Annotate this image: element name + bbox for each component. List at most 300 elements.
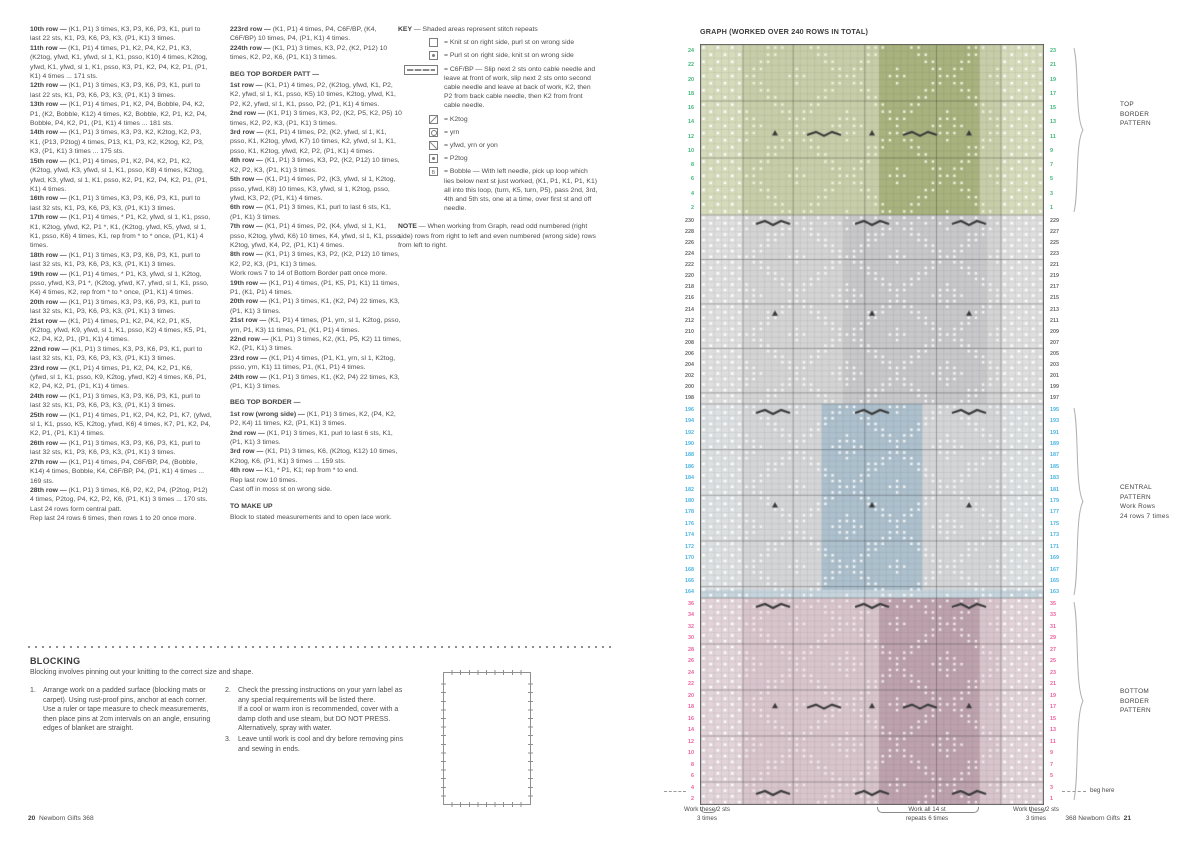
- row-number-right: 199: [1050, 384, 1059, 391]
- key-symbol-row: [398, 51, 598, 60]
- row-number-left: 204: [685, 362, 694, 369]
- step-paragraph: Leave until work is cool and dry before removing pins and sewing in ends.: [238, 735, 403, 753]
- row-number-right: 19: [1050, 76, 1056, 83]
- row-number-left: 20: [688, 692, 694, 699]
- row-number-left: 170: [685, 555, 694, 562]
- dot-stitch-icon: [429, 51, 438, 60]
- row-number-left: 32: [688, 623, 694, 630]
- circle-stitch-icon: [429, 128, 438, 137]
- row-number-left: 22: [688, 681, 694, 688]
- row-number-right: 211: [1050, 317, 1059, 324]
- step-text: [43, 686, 220, 734]
- pattern-paragraph: 5th row — (K1, P1) 4 times, P2, (K3, yfwd, sl 1, K2tog, psso, yfwd, K8) 10 times, K3, yfwd, sl 1, K2tog, psso, yfwd, K3, P2, (P1, K1) 4 times.: [230, 176, 396, 202]
- pattern-paragraph: 4th row — K1, * P1, K1; rep from * to end.: [230, 467, 359, 475]
- key-heading-label: KEY: [398, 26, 412, 33]
- row-label: 24th row —: [30, 392, 69, 400]
- left-row1-dash: [664, 791, 686, 792]
- row-number-right: 23: [1050, 669, 1056, 676]
- row-number-right: 11: [1050, 738, 1056, 745]
- step-number: 1.: [30, 687, 36, 694]
- row-number-left: 26: [688, 658, 694, 665]
- row-number-right: 229: [1050, 217, 1059, 224]
- row-number-left: 4: [691, 190, 694, 197]
- row-number-left: 216: [685, 295, 694, 302]
- row-number-left: 172: [685, 543, 694, 550]
- section-label-line: CENTRAL: [1120, 484, 1152, 491]
- row-number-right: 205: [1050, 351, 1059, 357]
- graph-title: GRAPH (WORKED OVER 240 ROWS IN TOTAL): [700, 27, 869, 36]
- row-number-left: 12: [688, 133, 694, 140]
- row-number-left: 28: [688, 646, 694, 653]
- row-number-right: 171: [1050, 543, 1059, 550]
- row-label: 12th row —: [30, 82, 69, 90]
- key-column: [398, 25, 598, 250]
- pattern-paragraph: 7th row — (K1, P1) 4 times, P2, (K4, yfwd, sl 1, K1, psso, K2tog, yfwd, K6) 10 times, K4, yfwd, sl 1, K1, psso, K2tog, yfwd, K4, P2, (P1, K1) 4 times.: [230, 223, 402, 249]
- repeat-label-line: 3 times: [1026, 814, 1046, 822]
- row-number-right: 3: [1050, 784, 1053, 791]
- section-label-line: PATTERN: [1120, 120, 1151, 128]
- row-number-left: 192: [685, 429, 694, 436]
- row-number-right: 219: [1050, 273, 1059, 280]
- section-label: [1120, 100, 1151, 129]
- section-bracket: [1072, 408, 1086, 595]
- cable-stitch-icon: [404, 65, 438, 75]
- section-heading: BEG TOP BORDER PATT —: [230, 70, 319, 78]
- row-number-left: 2: [691, 204, 694, 211]
- blocking-pin-diagram: [443, 672, 531, 805]
- row-number-right: 183: [1050, 475, 1059, 482]
- row-number-left: 218: [685, 284, 694, 291]
- row-label: 19th row —: [230, 279, 269, 287]
- row-number-left: 194: [685, 418, 694, 425]
- pattern-paragraph: 25th row — (K1, P1) 4 times, P1, K2, P4, K2, P1, K7, (yfwd, sl 1, K1, psso, K5, K2tog, yfwd, K6) 4 times, K7, P1, K2, P4, K2, P1, (P1, K1) 4 times.: [30, 411, 212, 438]
- row-number-right: 23: [1050, 48, 1056, 55]
- row-number-left: 10: [688, 147, 694, 154]
- row-label: 27th row —: [30, 458, 69, 466]
- row-label: 223rd row —: [230, 26, 273, 33]
- row-number-right: 3: [1050, 190, 1053, 197]
- row-number-left: 196: [685, 406, 694, 413]
- row-label: 5th row —: [230, 176, 265, 184]
- row-number-right: 193: [1050, 418, 1059, 425]
- repeat-label: [668, 806, 746, 823]
- pattern-paragraph: 4th row — (K1, P1) 3 times, K3, P2, (K2, P12) 10 times, K2, P2, K3, (P1, K1) 3 times.: [230, 157, 400, 174]
- pattern-paragraph: Rep last 24 rows 6 times, then rows 1 to 20 once more.: [30, 515, 197, 523]
- row-number-right: 1: [1050, 204, 1053, 211]
- row-number-left: 224: [685, 250, 694, 257]
- key-symbol-row: [398, 154, 598, 163]
- blocking-intro: Blocking involves pinning out your knitting to the correct size and shape.: [30, 669, 254, 676]
- row-number-left: 16: [688, 715, 694, 722]
- row-number-left: 34: [688, 612, 694, 619]
- row-label: 22nd row —: [30, 345, 71, 353]
- row-number-left: 12: [688, 738, 694, 745]
- row-number-right: 221: [1050, 262, 1059, 268]
- row-number-left: 14: [688, 727, 694, 734]
- row-number-right: 165: [1050, 577, 1059, 584]
- section-label-line: PATTERN: [1120, 707, 1151, 715]
- row-label: 21st row —: [30, 317, 69, 325]
- row-number-right: 1: [1050, 796, 1053, 803]
- row-number-left: 220: [685, 273, 694, 280]
- repeat-label: [877, 806, 977, 823]
- row-label: 4th row —: [230, 157, 265, 165]
- row-number-right: 163: [1050, 589, 1059, 596]
- blocking-step: [225, 735, 415, 754]
- beg-here-dash: [1062, 791, 1086, 792]
- row-number-left: 2: [691, 796, 694, 803]
- row-label: 21st row —: [230, 317, 269, 325]
- row-number-right: 7: [1050, 162, 1053, 169]
- row-number-right: 11: [1050, 133, 1056, 140]
- left-footer-title: Newborn Gifts 368: [39, 815, 94, 822]
- repeat-label-line: 3 times: [697, 814, 717, 822]
- repeat-label-line: Work all 14 st: [908, 806, 946, 813]
- row-number-left: 18: [688, 90, 694, 97]
- row-number-left: 180: [685, 498, 694, 504]
- row-number-right: 33: [1050, 612, 1056, 619]
- square-stitch-icon: [429, 38, 438, 47]
- pattern-paragraph: 3rd row — (K1, P1) 4 times, P2, (K2, yfwd, sl 1, K1, psso, K1, K2tog, yfwd, K7) 10 times, K2, yfwd, sl 1, K1, psso, K1, K2tog, yfwd, K2, P2, (P1, K1) 4 times.: [230, 129, 396, 155]
- row-number-right: 9: [1050, 147, 1053, 154]
- pattern-paragraph: 26th row — (K1, P1) 3 times, K3, P3, K6, P3, K1, purl to last 32 sts, K1, P3, K6, P3, K3, (P1, K1) 3 times.: [30, 439, 201, 457]
- row-number-left: 226: [685, 239, 694, 246]
- row-label: 11th row —: [30, 44, 69, 52]
- row-label: 8th row —: [230, 251, 265, 259]
- section-bracket: [1072, 602, 1086, 800]
- pattern-paragraph: 16th row — (K1, P1) 3 times, K3, P3, K6, P3, K1, purl to last 32 sts, K1, P3, K6, P3, K3, (P1, K1) 3 times.: [30, 195, 201, 212]
- pattern-paragraph: 18th row — (K1, P1) 3 times, K3, P3, K6, P3, K1, purl to last 32 sts, K1, P3, K6, P3, K3, (P1, K1) 3 times.: [30, 251, 201, 269]
- blocking-step: [30, 686, 220, 734]
- row-number-left: 18: [688, 704, 694, 711]
- pattern-paragraph: 12th row — (K1, P1) 3 times, K3, P3, K6, P3, K1, purl to last 22 sts, K1, P3, K6, P3, K3, (P1, K1) 3 times.: [30, 82, 201, 99]
- step-paragraph: If a cool or warm iron is recommended, cover with a damp cloth and use steam, but DO NOT PRESS. Alternatively, spray with water.: [238, 706, 399, 733]
- key-symbol-text: = P2tog: [444, 155, 468, 163]
- row-number-right: 31: [1050, 623, 1056, 630]
- row-number-right: 21: [1050, 681, 1056, 688]
- row-number-left: 176: [685, 520, 694, 527]
- row-number-left: 200: [685, 384, 694, 391]
- row-number-left: 214: [685, 306, 694, 313]
- key-heading-rest: — Shaded areas represent stitch repeats: [413, 26, 538, 33]
- row-number-right: 25: [1050, 658, 1056, 665]
- pattern-paragraph: Work rows 7 to 14 of Bottom Border patt once more.: [230, 270, 388, 278]
- slash-stitch-icon: [429, 115, 438, 124]
- pin-ticks-right: [528, 677, 533, 800]
- row-number-right: 175: [1050, 520, 1059, 527]
- key-symbol-text: = Purl st on right side, knit st on wrong side: [444, 52, 574, 60]
- pattern-paragraph: 1st row — (K1, P1) 4 times, P2, (K2tog, yfwd, K1, P2, K2, yfwd, sl 1, K1, psso, K5) 10 times, K2tog, yfwd, K1, P2, K2, yfwd, sl 1, K1, psso, P2, (P1, K1) 4 times.: [230, 82, 396, 108]
- row-number-left: 184: [685, 475, 694, 482]
- pattern-paragraph: 21st row — (K1, P1) 4 times, (P1, yrn, sl 1, K2tog, psso, yrn, P1, K3) 11 times, P1, (K1, P1) 4 times.: [230, 317, 401, 334]
- section-label-line: Work Rows: [1120, 503, 1156, 511]
- pattern-paragraph: 27th row — (K1, P1) 4 times, P4, C6F/BP, P4, (Bobble, K14) 4 times, Bobble, K4, C6F/BP, P4, (P1, K1) 4 times ... 169 sts.: [30, 458, 205, 485]
- row-number-left: 188: [685, 452, 694, 459]
- row-label: 4th row —: [230, 467, 265, 475]
- row-number-left: 24: [688, 48, 694, 55]
- row-number-right: 191: [1050, 429, 1059, 436]
- row-number-left: 186: [685, 463, 694, 470]
- row-number-right: 225: [1050, 239, 1059, 246]
- row-label: 13th row —: [30, 101, 69, 109]
- row-number-right: 27: [1050, 646, 1056, 653]
- pattern-paragraph: 13th row — (K1, P1) 4 times, P1, K2, P4, Bobble, P4, K2, P1, (K2, Bobble, K12) 4 times, K2, Bobble, K2, P1, K2, P4, Bobble, P4, K2, P1, (P1, K1) 4 times ... 181 sts.: [30, 101, 207, 128]
- row-number-left: 164: [685, 589, 694, 596]
- dot2-stitch-icon: [429, 154, 438, 163]
- pattern-paragraph: 2nd row — (K1, P1) 3 times, K1, purl to last 6 sts, K1, (P1, K1) 3 times.: [230, 429, 393, 447]
- key-symbol-text: = yfwd, yrn or yon: [444, 142, 498, 150]
- row-number-left: 198: [685, 395, 694, 402]
- row-label: 25th row —: [30, 411, 69, 419]
- row-number-right: 15: [1050, 105, 1056, 112]
- pattern-paragraph: 23rd row — (K1, P1) 4 times, P1, K2, P4, K2, P1, K6, (yfwd, sl 1, K1, psso, K9, K2tog, yfwd, K2) 4 times, K6, P1, K2, P4, K2, P1, (P1, K1) 4 times.: [30, 364, 207, 391]
- section-label-line: PATTERN: [1120, 493, 1151, 501]
- row-number-right: 21: [1050, 62, 1056, 69]
- pattern-paragraph: 17th row — (K1, P1) 4 times, * P1, K2, yfwd, sl 1, K1, psso, K1, K2tog, yfwd, K2, P1 *, K1, (K2tog, yfwd, K5, yfwd, sl 1, K1, psso, K6) 4 times, K1, rep from * to * once, (P1, K1) 4 times.: [30, 214, 211, 250]
- pattern-paragraph: 22nd row — (K1, P1) 3 times, K3, P3, K6, P3, K1, purl to last 32 sts, K1, P3, K6, P3, K3, (P1, K1) 3 times.: [30, 345, 203, 363]
- pattern-paragraph: 3rd row — (K1, P1) 3 times, K6, (K2tog, K12) 10 times, K2tog, K6, (P1, K1) 3 times ... 159 sts.: [230, 448, 398, 465]
- right-page-number: 21: [1123, 815, 1131, 822]
- pattern-paragraph: 2nd row — (K1, P1) 3 times, K3, P2, (K2, P5, K2, P5) 10 times, K2, P2, K3, (P1, K1) 3 times.: [230, 110, 402, 127]
- pattern-paragraph: 10th row — (K1, P1) 3 times, K3, P3, K6, P3, K1, purl to last 22 sts, K1, P3, K6, P3, K3, (P1, K1) 3 times.: [30, 26, 201, 43]
- step-number: 2.: [225, 687, 231, 694]
- row-number-right: 5: [1050, 773, 1053, 780]
- row-number-left: 190: [685, 440, 694, 447]
- left-page-number: 20: [28, 815, 36, 822]
- row-number-right: 169: [1050, 555, 1059, 562]
- row-number-left: 178: [685, 509, 694, 516]
- row-number-right: 173: [1050, 532, 1059, 539]
- row-number-right: 35: [1050, 600, 1056, 607]
- pattern-paragraph: Block to stated measurements and to open lace work.: [230, 513, 392, 521]
- pattern-paragraph: 24th row — (K1, P1) 3 times, K1, (K2, P4) 22 times, K3, (P1, K1) 3 times.: [230, 373, 400, 391]
- row-label: 23rd row —: [230, 354, 269, 362]
- section-bracket: [1072, 48, 1086, 212]
- row-label: 1st row —: [230, 82, 265, 90]
- row-label: 20th row —: [230, 298, 269, 306]
- pattern-paragraph: 223rd row — (K1, P1) 4 times, P4, C6F/BP, (K4, C6F/BP) 10 times, P4, (P1, K1) 4 times.: [230, 26, 377, 43]
- row-label: 16th row —: [30, 195, 69, 203]
- step-paragraph: Use a ruler or tape measure to check measurements, then place pins at 2cm intervals on an angle, ensuring edges of blanket are straight.: [43, 706, 211, 733]
- pattern-column-1: [30, 25, 212, 524]
- knitting-graph: [700, 44, 1044, 805]
- repeat-label-line: Work these 2 sts: [1013, 806, 1059, 813]
- row-number-left: 202: [685, 373, 694, 380]
- row-number-left: 10: [688, 750, 694, 757]
- key-symbol-list: [398, 38, 598, 213]
- row-number-left: 222: [685, 262, 694, 268]
- pattern-paragraph: 6th row — (K1, P1) 3 times, K1, purl to last 6 sts, K1, (P1, K1) 3 times.: [230, 204, 391, 221]
- key-symbol-text: = K2tog: [444, 115, 468, 123]
- row-number-right: 13: [1050, 119, 1056, 126]
- row-number-left: 208: [685, 339, 694, 346]
- pattern-paragraph: 21st row — (K1, P1) 4 times, P1, K2, P4, K2, P1, K5, (K2tog, yfwd, K9, yfwd, sl 1, K1, psso, K2) 4 times, K5, P1, K2, P4, K2, P1, (P1, K1) 4 times.: [30, 317, 207, 344]
- pattern-paragraph: 20th row — (K1, P1) 3 times, K1, (K2, P4) 22 times, K3, (P1, K1) 3 times.: [230, 298, 400, 315]
- repeat-label-line: repeats 6 times: [905, 814, 949, 822]
- key-note-text: — When working from Graph, read odd numbered (right side) rows from right to left and even numbered (wrong side) rows from left to right.: [398, 223, 596, 249]
- row-number-right: 209: [1050, 328, 1059, 335]
- blocking-step: [225, 686, 415, 734]
- step-paragraph: Check the pressing instructions on your yarn label as any special requirements will be listed there.: [238, 687, 403, 704]
- row-number-right: 197: [1050, 395, 1059, 402]
- row-number-right: 177: [1050, 509, 1059, 516]
- row-number-left: 212: [685, 317, 694, 324]
- pattern-paragraph: 1st row (wrong side) — (K1, P1) 3 times, K2, (P4, K2, P2, K4) 11 times, K2, (P1, K1) 3 times.: [230, 410, 396, 428]
- pattern-paragraph: 11th row — (K1, P1) 4 times, P1, K2, P4, K2, P1, K3, (K2tog, yfwd, K1, yfwd, sl 1, K1, psso, K10) 4 times, K2tog, yfwd, K1, yfwd, sl 1, K1, psso, K3, P1, K2, P4, K2, P1, (P1, K1) 4 times ... 171 sts.: [30, 44, 208, 81]
- row-number-right: 215: [1050, 295, 1059, 302]
- row-number-left: 210: [685, 328, 694, 335]
- row-number-left: 6: [691, 176, 694, 183]
- row-label: 15th row —: [30, 157, 69, 165]
- row-label: 3rd row —: [230, 129, 266, 137]
- row-label: 6th row —: [230, 204, 265, 212]
- key-heading: [398, 25, 598, 34]
- step-text: [238, 735, 415, 754]
- blocking-steps-right: [225, 686, 415, 755]
- row-number-right: 15: [1050, 715, 1056, 722]
- row-number-left: 4: [691, 784, 694, 791]
- row-number-right: 207: [1050, 339, 1059, 346]
- section-label-line: TOP: [1120, 101, 1134, 108]
- pattern-paragraph: 15th row — (K1, P1) 4 times, P1, K2, P4, K2, P1, K2, (K2tog, yfwd, K3, yfwd, sl 1, K1, psso, K8) 4 times, K2tog, yfwd, K3, yfwd, sl 1, K1, psso, K2, P1, K2, P4, K2, P1, (P1, K1) 4 times.: [30, 157, 208, 193]
- row-number-right: 9: [1050, 750, 1053, 757]
- section-heading: TO MAKE UP: [230, 502, 273, 510]
- row-number-right: 185: [1050, 463, 1059, 470]
- row-number-right: 17: [1050, 90, 1056, 97]
- row-number-left: 16: [688, 105, 694, 112]
- pattern-column-2: [230, 25, 402, 522]
- pattern-paragraph: 19th row — (K1, P1) 4 times, * P1, K3, yfwd, sl 1, K2tog, psso, yfwd, K3, P1 *, (K2tog, yfwd, K7, yfwd, sl 1, K1, psso, K4) 4 times, K2, rep from * to * once, (P1, K1) 4 times.: [30, 270, 209, 297]
- row-number-left: 8: [691, 162, 694, 169]
- row-number-left: 166: [685, 577, 694, 584]
- row-label: 1st row (wrong side) —: [230, 410, 307, 418]
- row-label: 7th row —: [230, 223, 265, 231]
- key-symbol-row: [398, 38, 598, 47]
- section-label-line: BORDER: [1120, 110, 1150, 118]
- row-number-right: 7: [1050, 761, 1053, 768]
- row-number-left: 206: [685, 351, 694, 357]
- row-label: 18th row —: [30, 251, 69, 259]
- pattern-paragraph: 28th row — (K1, P1) 3 times, K6, P2, K2, P4, (P2tog, P12) 4 times, P2tog, P4, K2, P2, K6, (P1, K1) 3 times ... 170 sts.: [30, 486, 208, 504]
- row-number-left: 36: [688, 600, 694, 607]
- row-number-right: 203: [1050, 362, 1059, 369]
- pattern-paragraph: 20th row — (K1, P1) 3 times, K3, P3, K6, P3, K1, purl to last 32 sts, K1, P3, K6, P3, K3, (P1, K1) 3 times.: [30, 298, 201, 316]
- row-number-left: 24: [688, 669, 694, 676]
- row-number-right: 195: [1050, 406, 1059, 413]
- key-symbol-text: = yrn: [444, 128, 460, 136]
- pattern-paragraph: Rep last row 10 times.: [230, 476, 298, 484]
- dotted-separator: [28, 646, 613, 648]
- section-label: [1120, 687, 1151, 716]
- key-note-label: NOTE: [398, 223, 417, 231]
- pattern-paragraph: 23rd row — (K1, P1) 4 times, (P1, K1, yrn, sl 1, K2tog, psso, yrn, K1) 11 times, P1, (K1, P1) 4 times.: [230, 354, 396, 372]
- row-number-left: 174: [685, 532, 694, 539]
- row-number-right: 227: [1050, 228, 1059, 235]
- key-symbol-row: [398, 128, 598, 137]
- row-label: 14th row —: [30, 129, 69, 137]
- bslash-stitch-icon: [429, 141, 438, 150]
- row-label: 224th row —: [230, 44, 273, 52]
- row-number-left: 6: [691, 773, 694, 780]
- section-label-line: 24 rows 7 times: [1120, 512, 1170, 520]
- pattern-paragraph: 24th row — (K1, P1) 3 times, K3, P3, K6, P3, K1, purl to last 32 sts, K1, P3, K6, P3, K3, (P1, K1) 3 times.: [30, 392, 201, 410]
- row-number-left: 14: [688, 119, 694, 126]
- row-number-right: 179: [1050, 498, 1059, 504]
- row-number-right: 13: [1050, 727, 1056, 734]
- repeat-label-line: Work these 2 sts: [684, 806, 730, 813]
- row-number-right: 187: [1050, 452, 1059, 459]
- pattern-paragraph: Cast off in moss st on wrong side.: [230, 486, 332, 494]
- left-page-footer: [28, 815, 94, 822]
- row-number-left: 22: [688, 62, 694, 69]
- row-label: 10th row —: [30, 26, 69, 33]
- pattern-paragraph: 22nd row — (K1, P1) 3 times, K2, (K1, P5, K2) 11 times, K2, (P1, K1) 3 times.: [230, 336, 401, 353]
- key-symbol-row: [398, 167, 598, 213]
- pattern-paragraph: 19th row — (K1, P1) 4 times, (P1, K5, P1, K1) 11 times, P1, (K1, P1) 4 times.: [230, 279, 400, 296]
- key-symbol-text: = C6F/BP — Slip next 2 sts onto cable needle and leave at front of work, slip next 2 sts onto second cable needle and leave at back of work, K2, then P2 from back cable needle, then K2 from front cable needle.: [444, 65, 596, 110]
- row-number-right: 189: [1050, 440, 1059, 447]
- step-paragraph: Arrange work on a padded surface (blocking mats or carpet). Using rust-proof pins, anchor at each corner.: [43, 687, 207, 704]
- row-label: 17th row —: [30, 214, 69, 222]
- row-label: 20th row —: [30, 298, 69, 306]
- key-symbol-text: = Knit st on right side, purl st on wrong side: [444, 39, 575, 47]
- blocking-steps-left: [30, 686, 220, 735]
- key-note: [398, 222, 598, 250]
- row-number-left: 20: [688, 76, 694, 83]
- row-number-left: 8: [691, 761, 694, 768]
- section-label-line: BORDER: [1120, 697, 1150, 705]
- key-symbol-text: = Bobble — With left needle, pick up loop which lies below next st just worked, (K1, P1, K1, P1, K1) all into this loop, (turn, K5, turn, P5), pass 2nd, 3rd, 4th and 5th sts, one at a time, over first st and off needle.: [444, 168, 598, 213]
- row-number-left: 230: [685, 217, 694, 224]
- row-label: 2nd row —: [230, 429, 267, 437]
- pattern-paragraph: 224th row — (K1, P1) 3 times, K3, P2, (K2, P12) 10 times, K2, P2, K6, (P1, K1) 3 times.: [230, 44, 388, 62]
- key-symbol-row: [398, 65, 598, 111]
- section-heading: BEG TOP BORDER —: [230, 399, 301, 407]
- row-label: 26th row —: [30, 439, 69, 447]
- row-number-right: 223: [1050, 250, 1059, 257]
- step-text: [238, 686, 415, 734]
- step-number: 3.: [225, 735, 231, 743]
- row-label: 24th row —: [230, 373, 269, 381]
- blocking-heading: BLOCKING: [30, 656, 81, 666]
- right-footer-title: 368 Newborn Gifts: [1065, 815, 1120, 822]
- bobble-stitch-icon: [429, 167, 438, 176]
- row-label: 3rd row —: [230, 448, 266, 456]
- row-number-right: 17: [1050, 704, 1056, 711]
- row-label: 19th row —: [30, 270, 69, 278]
- row-number-left: 182: [685, 486, 694, 493]
- row-number-right: 217: [1050, 284, 1059, 291]
- section-label: [1120, 483, 1169, 521]
- pattern-paragraph: 8th row — (K1, P1) 3 times, K3, P2, (K2, P12) 10 times, K2, P2, K3, (P1, K1) 3 times.: [230, 251, 400, 268]
- row-number-left: 168: [685, 566, 694, 573]
- pattern-paragraph: 14th row — (K1, P1) 3 times, K3, P3, K2, K2tog, K2, P3, K1, (P13, P2tog) 4 times, P13, K1, P3, K2, K2tog, K2, P3, K3, (P1, K1) 3 times ... 175 sts.: [30, 129, 204, 156]
- row-number-right: 5: [1050, 176, 1053, 183]
- pin-ticks-left: [441, 677, 446, 800]
- row-number-left: 228: [685, 228, 694, 235]
- row-number-right: 19: [1050, 692, 1056, 699]
- row-label: 28th row —: [30, 486, 69, 494]
- pattern-paragraph: Last 24 rows form central patt.: [30, 505, 122, 513]
- row-number-right: 213: [1050, 306, 1059, 313]
- row-number-right: 29: [1050, 635, 1056, 642]
- row-number-right: 167: [1050, 566, 1059, 573]
- row-label: 2nd row —: [230, 110, 267, 118]
- row-number-right: 181: [1050, 486, 1059, 493]
- section-label-line: BOTTOM: [1120, 688, 1150, 695]
- key-symbol-row: [398, 141, 598, 150]
- right-page-footer: [1000, 815, 1131, 822]
